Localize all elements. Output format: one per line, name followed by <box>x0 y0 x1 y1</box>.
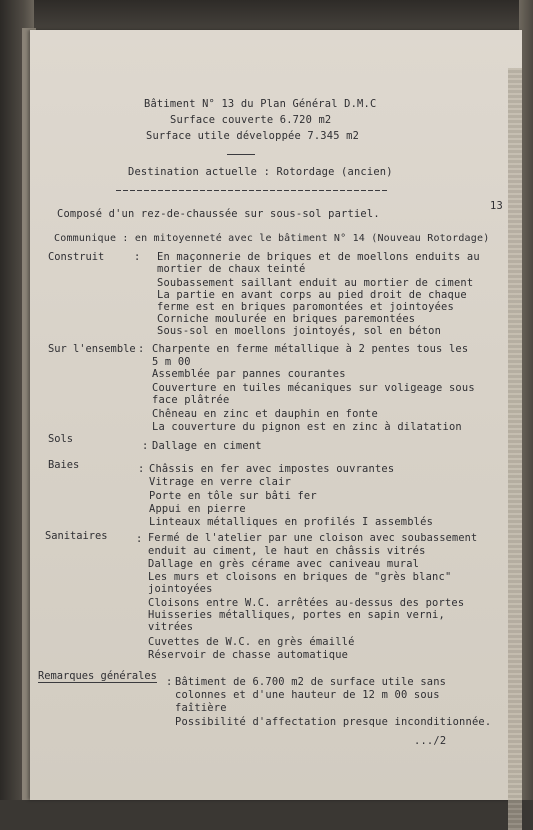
colon: : <box>136 533 143 545</box>
header-line-2: Surface couverte 6.720 m2 <box>170 114 332 126</box>
page-number: 13 <box>490 200 503 212</box>
baies-line-2: Vitrage en verre clair <box>149 476 292 488</box>
construit-line-2: mortier de chaux teinté <box>157 263 306 275</box>
construit-line-3: Soubassement saillant enduit au mortier de ciment <box>157 277 474 289</box>
ensemble-line-6: Chêneau en zinc et dauphin en fonte <box>152 408 378 420</box>
colon: : <box>142 440 149 452</box>
construit-line-6: Corniche moulurée en briques paremontées <box>157 313 416 325</box>
label-sols: Sols <box>48 433 74 445</box>
remarques-line-3: faîtière <box>175 702 227 714</box>
ensemble-line-7: La couverture du pignon est en zinc à dilatation <box>152 421 462 433</box>
label-ensemble: Sur l'ensemble <box>48 343 136 355</box>
sanitaires-line-5: jointoyées <box>148 583 213 595</box>
ensemble-line-2: 5 m 00 <box>152 356 191 368</box>
sanitaires-line-9: Cuvettes de W.C. en grès émaillé <box>148 636 355 648</box>
header-short-rule <box>227 154 255 155</box>
baies-line-5: Linteaux métalliques en profilés I assemblés <box>149 516 434 528</box>
remarques-line-2: colonnes et d'une hauteur de 12 m 00 sous <box>175 689 440 701</box>
sanitaires-line-4: Les murs et cloisons en briques de "grès blanc" <box>148 571 452 583</box>
colon: : <box>138 463 145 475</box>
sanitaires-line-3: Dallage en grès cérame avec caniveau mural <box>148 558 420 570</box>
baies-line-1: Châssis en fer avec impostes ouvrantes <box>149 463 395 475</box>
colon: : <box>166 676 173 688</box>
construit-line-7: Sous-sol en moellons jointoyés, sol en béton <box>157 325 442 337</box>
colon: : <box>138 343 145 355</box>
sanitaires-line-8: vitrées <box>148 621 194 633</box>
construit-line-1: En maçonnerie de briques et de moellons enduits au <box>157 251 480 263</box>
sols-line-1: Dallage en ciment <box>152 440 262 452</box>
sanitaires-line-10: Réservoir de chasse automatique <box>148 649 349 661</box>
sanitaires-line-2: enduit au ciment, le haut en châssis vitrés <box>148 545 426 557</box>
binder-edge <box>508 68 522 830</box>
sanitaires-line-6: Cloisons entre W.C. arrêtées au-dessus des portes <box>148 597 465 609</box>
compose-line: Composé d'un rez-de-chaussée sur sous-sol partiel. <box>57 208 380 220</box>
label-sanitaires: Sanitaires <box>45 530 108 542</box>
communique-line: Communique : en mitoyenneté avec le bâtiment N° 14 (Nouveau Rotordage) <box>54 233 490 244</box>
header-line-3: Surface utile développée 7.345 m2 <box>146 130 360 142</box>
label-remarques: Remarques générales <box>38 670 157 682</box>
desk-background-top <box>0 0 533 32</box>
ensemble-line-4: Couverture en tuiles mécaniques sur voligeage sous <box>152 382 475 394</box>
label-baies: Baies <box>48 459 80 471</box>
ensemble-line-1: Charpente en ferme métallique à 2 pentes tous les <box>152 343 469 355</box>
ensemble-line-5: face plâtrée <box>152 394 230 406</box>
header-line-1: Bâtiment N° 13 du Plan Général D.M.C <box>144 98 377 110</box>
sanitaires-line-7: Huisseries métalliques, portes en sapin verni, <box>148 609 445 621</box>
baies-line-4: Appui en pierre <box>149 503 246 515</box>
baies-line-3: Porte en tôle sur bâti fer <box>149 490 317 502</box>
remarques-line-4: Possibilité d'affectation presque inconditionnée. <box>175 716 492 728</box>
continuation-marker: .../2 <box>414 735 447 747</box>
ensemble-line-3: Assemblée par pannes courantes <box>152 368 346 380</box>
construit-line-4: La partie en avant corps au pied droit de chaque <box>157 289 467 301</box>
construit-line-5: ferme est en briques paromontées et jointoyées <box>157 301 454 313</box>
remarques-line-1: Bâtiment de 6.700 m2 de surface utile sans <box>175 676 447 688</box>
label-construit: Construit <box>48 251 105 263</box>
dashed-separator <box>116 190 388 191</box>
sanitaires-line-1: Fermé de l'atelier par une cloison avec soubassement <box>148 533 478 544</box>
destination-line: Destination actuelle : Rotordage (ancien) <box>128 166 393 178</box>
colon: : <box>134 251 141 263</box>
document-page <box>30 30 522 800</box>
